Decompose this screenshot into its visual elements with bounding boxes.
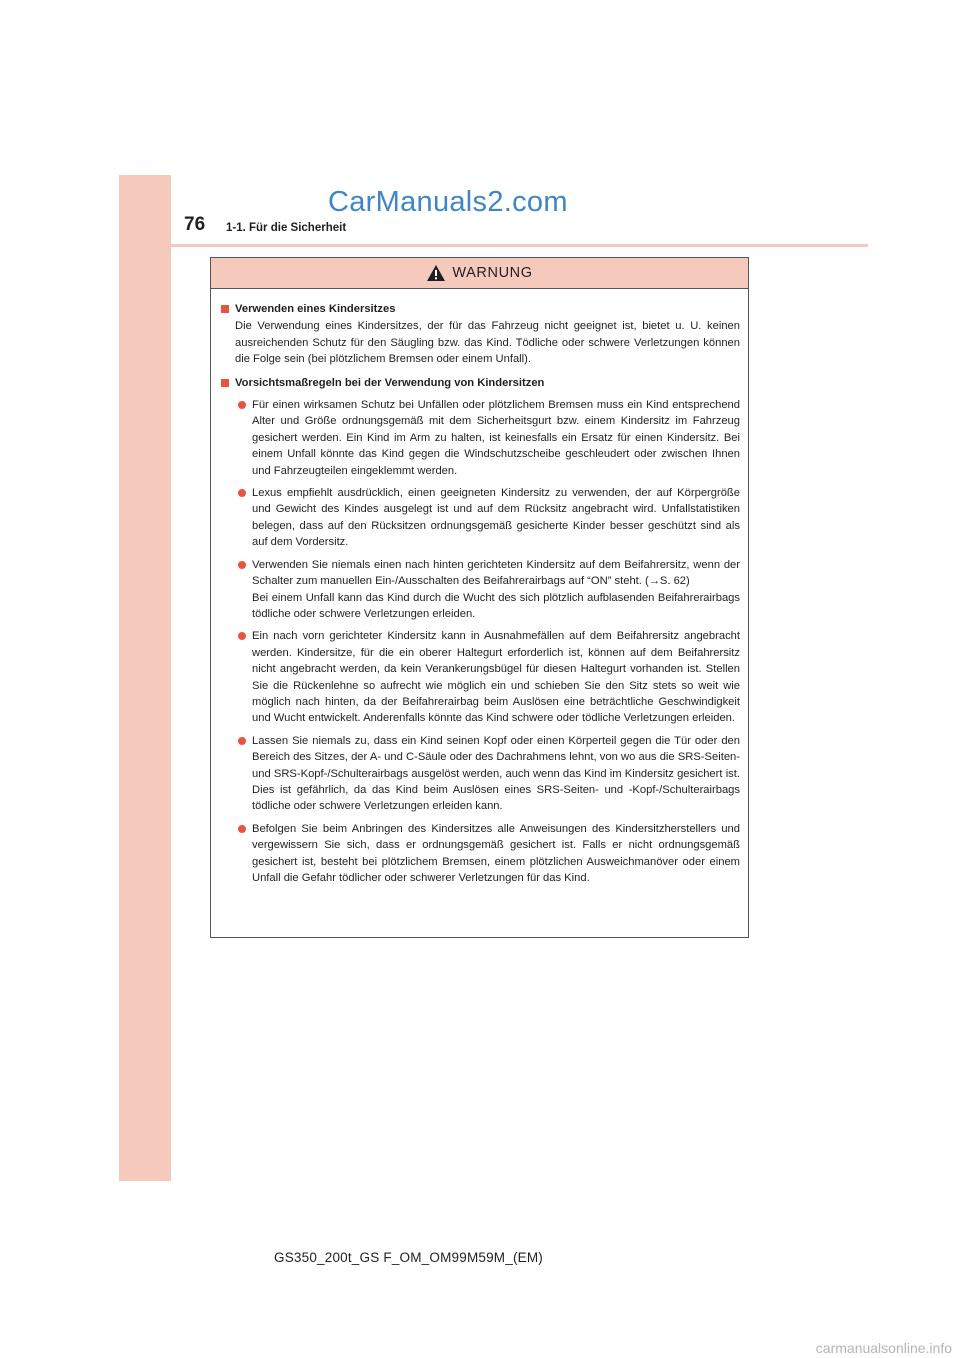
round-bullet-icon	[238, 737, 246, 745]
round-bullet-icon	[238, 401, 246, 409]
list-item: Für einen wirksamen Schutz bei Unfällen oder plötzlichem Bremsen muss ein Kind entsprechend Alter und Größe ordnungsgemäß mit dem Sicherheitsgurt bzw. einem Kindersitz im Fahrzeug gesichert werden. Ein Kind im Arm zu halten, ist keinesfalls ein Ersatz für einen Kindersitz. Bei einem Unfall könnte das Kind gegen die Windschutzscheibe geschleudert oder zwischen Ihnen und Fahrzeugteilen eingeklemmt werden.	[221, 397, 740, 479]
warning-box	[210, 257, 749, 938]
warning-title: WARNUNG	[452, 265, 533, 281]
list-item: Lexus empfiehlt ausdrücklich, einen geeigneten Kindersitz zu verwenden, der auf Körpergröße und Gewicht des Kindes ausgelegt ist und auf dem Rücksitz angebracht wird. Unfallstatistiken belegen, dass auf den Rücksitzen ordnungsgemäß gesicherte Kinder besser geschützt sind als auf dem Vordersitz.	[221, 485, 740, 551]
warning-triangle-icon	[426, 264, 446, 282]
warning-header	[211, 258, 748, 289]
round-bullet-icon	[238, 561, 246, 569]
document-code: GS350_200t_GS F_OM_OM99M59M_(EM)	[274, 1250, 544, 1265]
square-bullet-icon	[221, 305, 229, 313]
round-bullet-icon	[238, 632, 246, 640]
round-bullet-icon	[238, 489, 246, 497]
page-number: 76	[184, 214, 206, 235]
list-item: Ein nach vorn gerichteter Kindersitz kann in Ausnahmefällen auf dem Beifahrersitz angebracht werden. Kindersitze, für die ein oberer Haltegurt erforderlich ist, können auf dem Beifahrersitz nicht angebracht werden, da kein Verankerungsbügel für diesen Haltegurt vorhanden ist. Stellen Sie die Rückenlehne so aufrecht wie möglich ein und schieben Sie den Sitz stets so weit wie möglich nach hinten, da der Beifahrerairbag beim Auslösen eine beträchtliche Geschwindigkeit und Wucht entwickelt. Anderenfalls könnte das Kind schwere oder tödliche Verletzungen erleiden.	[221, 628, 740, 726]
square-bullet-icon	[221, 379, 229, 387]
warning-body	[211, 289, 748, 886]
list-item: Befolgen Sie beim Anbringen des Kindersitzes alle Anweisungen des Kindersitzherstellers und vergewissern Sie sich, dass er ordnungsgemäß gesichert ist. Falls er nicht ordnungsgemäß gesichert ist, besteht bei plötzlichem Bremsen, einem plötzlichen Ausweichmanöver oder einem Unfall die Gefahr tödlicher oder schwerer Verletzungen für das Kind.	[221, 821, 740, 887]
side-color-band	[119, 175, 171, 1181]
section-heading: Vorsichtsmaßregeln bei der Verwendung von Kindersitzen	[221, 375, 740, 391]
section-heading: Verwenden eines Kindersitzes	[221, 301, 740, 317]
round-bullet-icon	[238, 825, 246, 833]
header-rule	[171, 244, 868, 247]
footer-watermark: carmanualsonline.info	[815, 1340, 952, 1356]
watermark-logo: CarManuals2.com	[328, 186, 568, 218]
list-item: Verwenden Sie niemals einen nach hinten gerichteten Kindersitz auf dem Beifahrersitz, wenn der Schalter zum manuellen Ein-/Ausschalten des Beifahrerairbags auf “ON” steht. (→S. 62) Bei einem Unfall kann das Kind durch die Wucht des sich plötzlich aufblasenden Beifahrerairbags tödliche oder schwere Verletzungen erleiden.	[221, 557, 740, 623]
section-text: Die Verwendung eines Kindersitzes, der für das Fahrzeug nicht geeignet ist, bietet u. U. keinen ausreichenden Schutz für den Säugling bzw. das Kind. Tödliche oder schwere Verletzungen können die Folge sein (bei plötzlichem Bremsen oder einem Unfall).	[235, 320, 740, 366]
section-title: 1-1. Für die Sicherheit	[226, 222, 347, 234]
list-item: Lassen Sie niemals zu, dass ein Kind seinen Kopf oder einen Körperteil gegen die Tür oder den Bereich des Sitzes, der A- und C-Säule oder des Dachrahmens lehnt, von wo aus die SRS-Seiten- und SRS-Kopf-/Schulterairbags ausgelöst werden, auch wenn das Kind im Kindersitz gesichert ist. Dies ist gefährlich, da das Kind beim Auslösen eines SRS-Seiten- und -Kopf-/Schulterairbags tödliche oder schwere Verletzungen erleiden kann.	[221, 733, 740, 815]
